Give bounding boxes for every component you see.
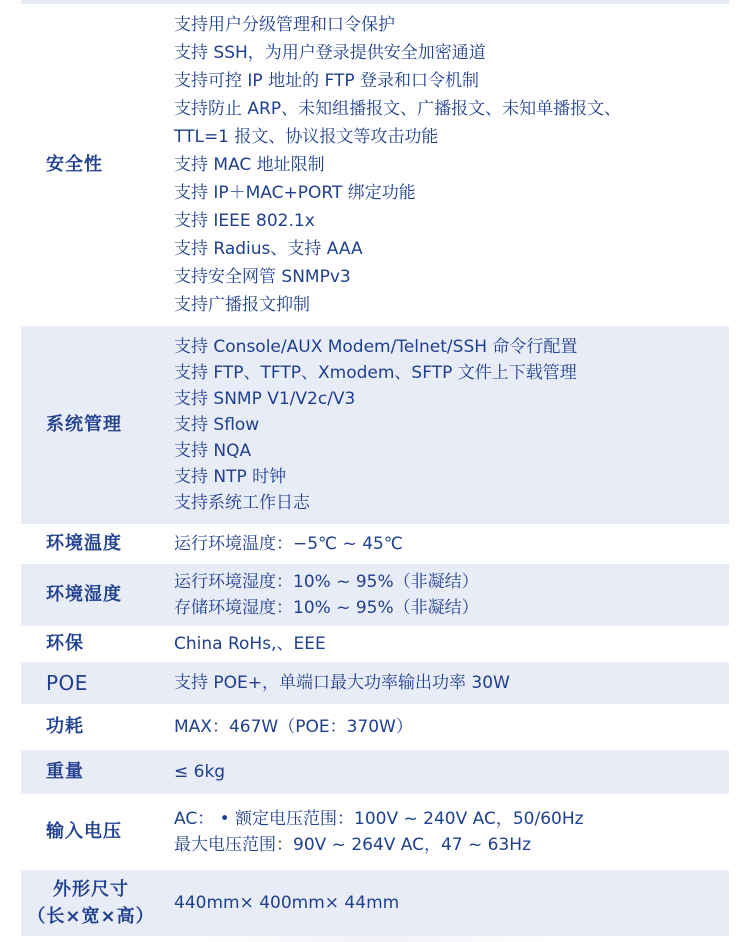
spec-line: 存储环境湿度：10% ~ 95%（非凝结） <box>174 598 479 618</box>
spec-line: 支持 IP＋MAC+PORT 绑定功能 <box>174 183 416 203</box>
spec-values <box>173 714 729 740</box>
spec-label <box>21 876 161 930</box>
spec-row-system-management <box>21 326 729 524</box>
spec-label-line: 外形尺寸 <box>53 879 129 900</box>
spec-values <box>173 531 729 557</box>
spec-line: China RoHs,、EEE <box>174 634 326 654</box>
spec-line: 支持 MAC 地址限制 <box>174 155 325 175</box>
spec-line: 支持可控 IP 地址的 FTP 登录和口令机制 <box>174 71 479 91</box>
spec-values <box>173 631 729 657</box>
spec-line: ≤ 6kg <box>174 762 226 782</box>
spec-line: 支持 Radius、支持 AAA <box>174 239 363 259</box>
bottom-fade <box>200 936 550 942</box>
spec-row-power-consumption <box>21 704 729 750</box>
spec-label: 环境湿度 <box>46 584 122 605</box>
spec-row-weight <box>21 750 729 794</box>
spec-line: 运行环境温度：−5℃ ~ 45℃ <box>174 534 403 554</box>
spec-line: 支持 SNMP V1/V2c/V3 <box>174 389 356 409</box>
spec-line: 运行环境湿度：10% ~ 95%（非凝结） <box>174 572 479 592</box>
spec-values <box>173 806 729 858</box>
spec-line: 支持用户分级管理和口令保护 <box>174 15 395 35</box>
spec-row-dimensions <box>21 870 729 936</box>
spec-line: 440mm× 400mm× 44mm <box>174 893 400 913</box>
spec-label: 输入电压 <box>46 821 122 842</box>
spec-values <box>173 759 729 785</box>
spec-label: 环境温度 <box>46 533 122 554</box>
spec-label: POE <box>46 671 88 695</box>
spec-values <box>173 569 729 621</box>
spec-row-environmental <box>21 626 729 662</box>
spec-row-temperature <box>21 524 729 564</box>
spec-line: 支持 NQA <box>174 441 252 461</box>
spec-line: 支持防止 ARP、未知组播报文、广播报文、未知单播报文、 <box>174 99 622 119</box>
spec-line: 支持广播报文抑制 <box>174 295 310 315</box>
spec-label: 安全性 <box>46 154 103 175</box>
spec-line: 支持 FTP、TFTP、Xmodem、SFTP 文件上下载管理 <box>174 363 577 383</box>
spec-label: 重量 <box>46 761 84 782</box>
spec-line: TTL=1 报文、协议报文等攻击功能 <box>174 127 439 147</box>
spec-line: 支持 POE+，单端口最大功率输出功率 30W <box>174 673 510 693</box>
spec-line: 支持 NTP 时钟 <box>174 467 287 487</box>
spec-line: 最大电压范围：90V ~ 264V AC，47 ~ 63Hz <box>174 835 532 855</box>
spec-label: 环保 <box>46 633 84 654</box>
spec-values <box>173 11 729 319</box>
spec-label: 功耗 <box>46 716 84 737</box>
spec-line: 支持 Console/AUX Modem/Telnet/SSH 命令行配置 <box>174 337 578 357</box>
spec-values <box>173 334 729 516</box>
spec-table <box>21 4 729 936</box>
spec-line: 支持 Sflow <box>174 415 260 435</box>
spec-line: AC： • 额定电压范围：100V ~ 240V AC，50/60Hz <box>174 809 584 829</box>
spec-label-line: （长×宽×高） <box>27 906 155 927</box>
spec-line: MAX：467W（POE：370W） <box>174 717 413 737</box>
spec-row-input-voltage <box>21 794 729 870</box>
spec-line: 支持 SSH，为用户登录提供安全加密通道 <box>174 43 486 63</box>
spec-line: 支持系统工作日志 <box>174 493 310 513</box>
spec-label: 系统管理 <box>46 414 122 435</box>
spec-values <box>173 670 729 696</box>
spec-line: 支持安全网管 SNMPv3 <box>174 267 351 287</box>
spec-values <box>161 890 729 916</box>
spec-row-humidity <box>21 564 729 626</box>
spec-row-poe <box>21 662 729 704</box>
spec-line: 支持 IEEE 802.1x <box>174 211 315 231</box>
spec-row-security <box>21 4 729 326</box>
